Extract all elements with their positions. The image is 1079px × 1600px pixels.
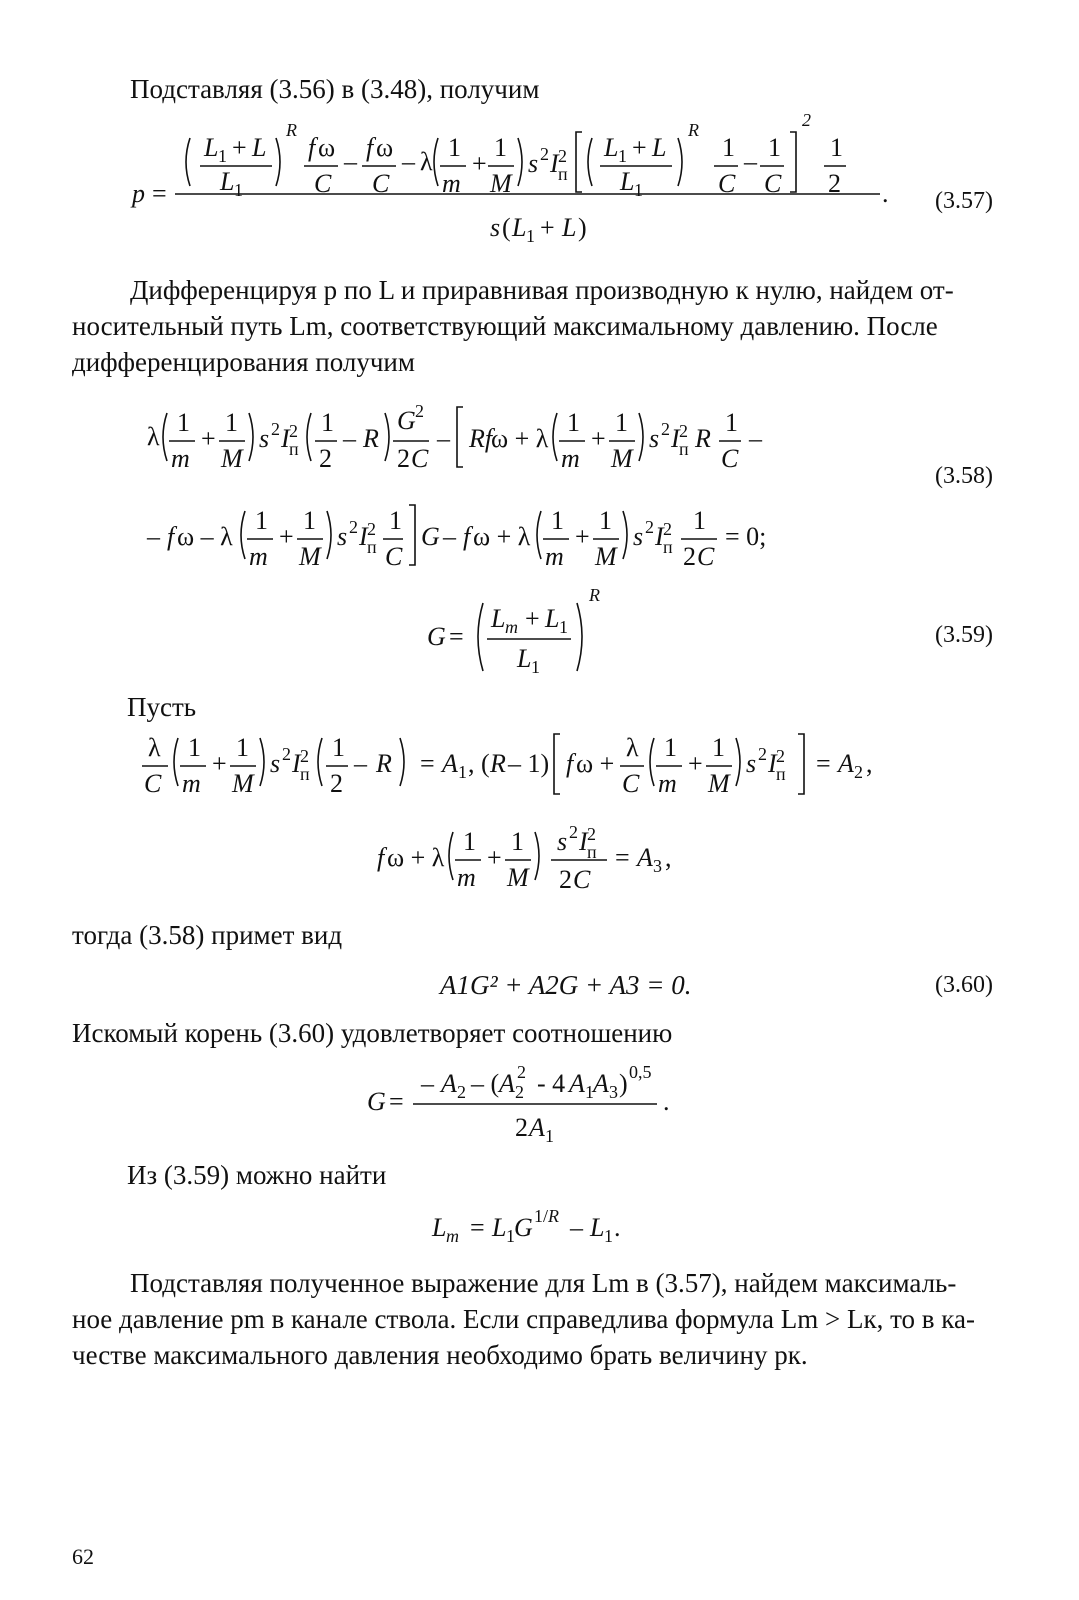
equation-3-58 xyxy=(145,385,865,595)
svg-text:, (: , ( xyxy=(468,749,490,778)
svg-text:I: I xyxy=(655,522,664,551)
svg-text:2: 2 xyxy=(645,517,654,537)
svg-text:C: C xyxy=(622,769,640,798)
svg-text:f: f xyxy=(377,843,385,872)
svg-text:=: = xyxy=(615,843,630,872)
svg-text:– 1): – 1) xyxy=(508,749,550,778)
svg-text:2: 2 xyxy=(679,421,688,441)
paragraph-line: ное давление pm в канале ствола. Если справедлива формула Lm > Lк, то в ка- xyxy=(72,1304,975,1334)
svg-text:0,5: 0,5 xyxy=(629,1062,652,1082)
svg-text:M: M xyxy=(299,542,321,571)
lm-formula xyxy=(430,1200,680,1260)
from-text: Из (3.59) можно найти xyxy=(127,1160,387,1190)
svg-text:C: C xyxy=(411,444,429,473)
svg-text:2: 2 xyxy=(663,519,672,539)
svg-text:G: G xyxy=(397,406,416,435)
root-text: Искомый корень (3.60) удовлетворяет соотношению xyxy=(72,1018,673,1048)
equation-label-3-58: (3.58) xyxy=(935,463,993,489)
svg-text:1: 1 xyxy=(722,133,735,162)
svg-text:1: 1 xyxy=(567,408,580,437)
svg-text:A: A xyxy=(529,1113,545,1142)
svg-text:L: L xyxy=(590,1213,605,1242)
svg-text:+: + xyxy=(632,133,647,162)
svg-text:s: s xyxy=(528,149,539,178)
svg-text:M: M xyxy=(595,542,617,571)
svg-text:п: п xyxy=(300,764,310,784)
svg-text:2: 2 xyxy=(289,421,298,441)
svg-text:1: 1 xyxy=(448,133,461,162)
svg-text:.: . xyxy=(882,179,889,208)
svg-text:1: 1 xyxy=(585,1082,594,1102)
svg-text:–: – xyxy=(570,1213,583,1242)
svg-text:1: 1 xyxy=(559,617,568,637)
svg-text:2: 2 xyxy=(540,144,549,164)
svg-text:2: 2 xyxy=(515,1113,528,1142)
svg-text:I: I xyxy=(768,749,777,778)
svg-text:s: s xyxy=(746,749,757,778)
svg-text:=: = xyxy=(152,179,167,208)
svg-text:1: 1 xyxy=(463,827,476,856)
svg-text:I: I xyxy=(292,749,301,778)
svg-text:M: M xyxy=(221,444,243,473)
equation-label-3-59: (3.59) xyxy=(935,622,993,648)
svg-text:L: L xyxy=(432,1213,447,1242)
svg-text:2: 2 xyxy=(415,401,424,421)
svg-text:2: 2 xyxy=(515,1082,524,1102)
svg-text:L: L xyxy=(562,213,577,242)
svg-text:2: 2 xyxy=(330,769,343,798)
svg-text:L: L xyxy=(491,604,506,633)
svg-text:I: I xyxy=(671,424,680,453)
paragraph-line: честве максимального давления необходимо брать величину pк. xyxy=(72,1340,808,1370)
svg-text:–: – xyxy=(402,147,415,176)
svg-text:–: – xyxy=(147,522,160,551)
paragraph-line: Подставляя полученное выражение для Lm в (3.57), найдем максималь- xyxy=(130,1268,957,1298)
svg-text:2: 2 xyxy=(367,519,376,539)
svg-text:1: 1 xyxy=(458,762,467,782)
svg-text:λ: λ xyxy=(626,733,639,762)
svg-text:C: C xyxy=(372,169,390,198)
svg-text:1: 1 xyxy=(321,408,334,437)
let-word: Пусть xyxy=(127,692,197,722)
svg-text:s: s xyxy=(259,424,270,453)
svg-text:s: s xyxy=(649,424,660,453)
svg-text:1: 1 xyxy=(177,408,190,437)
svg-text:(: ( xyxy=(502,213,511,242)
svg-text:ω + λ: ω + λ xyxy=(491,424,549,453)
svg-text:s: s xyxy=(633,522,644,551)
svg-text:+: + xyxy=(232,133,247,162)
svg-text:λ: λ xyxy=(148,733,161,762)
svg-text:2: 2 xyxy=(559,865,572,894)
svg-text:п: п xyxy=(558,164,568,184)
svg-text:2: 2 xyxy=(683,542,696,571)
svg-text:1: 1 xyxy=(236,733,249,762)
svg-text:m: m xyxy=(249,542,268,571)
svg-text:m: m xyxy=(505,617,518,637)
svg-text:R: R xyxy=(695,424,711,453)
svg-text:Rf: Rf xyxy=(469,424,493,453)
svg-text:L: L xyxy=(517,644,532,673)
svg-text:п: п xyxy=(587,842,597,862)
svg-text:M: M xyxy=(708,769,730,798)
paragraph-differentiation xyxy=(72,272,992,380)
svg-text:=: = xyxy=(420,749,435,778)
svg-text:I: I xyxy=(281,424,290,453)
svg-text:2: 2 xyxy=(457,1082,466,1102)
svg-text:C: C xyxy=(697,542,715,571)
svg-text:+: + xyxy=(575,522,590,551)
svg-text:p: p xyxy=(132,179,145,208)
page-number: 62 xyxy=(72,1544,94,1569)
svg-text:L: L xyxy=(545,604,560,633)
svg-text:1: 1 xyxy=(599,506,612,535)
svg-text:=: = xyxy=(389,1087,404,1116)
svg-text:M: M xyxy=(232,769,254,798)
svg-text:L: L xyxy=(492,1213,507,1242)
svg-text:A: A xyxy=(569,1069,585,1098)
svg-text:–: – xyxy=(443,522,456,551)
paragraph-line: носительный путь Lm, соответствующий максимальному давлению. После xyxy=(72,311,938,341)
svg-text:A: A xyxy=(838,749,854,778)
svg-text:1: 1 xyxy=(830,133,843,162)
svg-text:s: s xyxy=(270,749,281,778)
svg-text:2: 2 xyxy=(282,744,291,764)
equation-3-60: A1G² + A2G + A3 = 0. xyxy=(440,970,692,1000)
svg-text:A: A xyxy=(593,1069,609,1098)
svg-text:+: + xyxy=(525,604,540,633)
svg-text:ω: ω xyxy=(318,133,336,162)
svg-text:L: L xyxy=(620,167,635,196)
svg-text:ω: ω xyxy=(376,133,394,162)
then-text: тогда (3.58) примет вид xyxy=(72,920,343,950)
svg-text:s: s xyxy=(490,213,501,242)
svg-text:2: 2 xyxy=(517,1062,526,1082)
svg-text:1: 1 xyxy=(634,180,643,200)
svg-text:п: п xyxy=(367,537,377,557)
svg-text:- 4: - 4 xyxy=(537,1069,566,1098)
svg-text:L: L xyxy=(252,133,267,162)
svg-text:R: R xyxy=(548,1206,559,1226)
svg-text:,: , xyxy=(866,749,873,778)
equation-3-59 xyxy=(425,585,645,685)
root-formula xyxy=(365,1060,725,1150)
svg-text:+: + xyxy=(201,424,216,453)
svg-text:+: + xyxy=(487,843,502,872)
svg-text:C: C xyxy=(718,169,736,198)
svg-text:2: 2 xyxy=(661,419,670,439)
svg-text:1: 1 xyxy=(218,146,227,166)
svg-text:2: 2 xyxy=(271,419,280,439)
svg-text:R: R xyxy=(490,749,506,778)
svg-text:2: 2 xyxy=(758,744,767,764)
svg-text:1: 1 xyxy=(768,133,781,162)
paragraph-line: дифференцирования получим xyxy=(72,347,415,377)
svg-text:1: 1 xyxy=(389,506,402,535)
svg-text:I: I xyxy=(359,522,368,551)
svg-text:G: G xyxy=(421,522,440,551)
svg-text:L: L xyxy=(220,167,235,196)
svg-text:=: = xyxy=(470,1213,485,1242)
svg-text:–: – xyxy=(344,147,357,176)
equation-label-3-57: (3.57) xyxy=(935,188,993,214)
svg-text:G: G xyxy=(514,1213,533,1242)
svg-text:m: m xyxy=(658,769,677,798)
svg-text:–: – xyxy=(437,424,450,453)
svg-text:C: C xyxy=(385,542,403,571)
svg-text:R: R xyxy=(363,424,379,453)
svg-text:G: G xyxy=(367,1087,386,1116)
svg-text:+: + xyxy=(212,749,227,778)
svg-text:2: 2 xyxy=(397,444,410,473)
svg-text:–: – xyxy=(354,749,367,778)
svg-text:п: п xyxy=(289,439,299,459)
svg-text:–: – xyxy=(744,147,757,176)
svg-text:m: m xyxy=(171,444,190,473)
svg-text:2: 2 xyxy=(776,746,785,766)
svg-text:+: + xyxy=(279,522,294,551)
svg-text:m: m xyxy=(442,169,461,198)
svg-text:.: . xyxy=(614,1213,621,1242)
svg-text:C: C xyxy=(314,169,332,198)
svg-text:L: L xyxy=(652,133,667,162)
svg-text:f: f xyxy=(463,522,471,551)
svg-text:п: п xyxy=(679,439,689,459)
svg-text:ω + λ: ω + λ xyxy=(387,843,445,872)
svg-text:1: 1 xyxy=(526,226,535,246)
svg-text:): ) xyxy=(619,1069,628,1098)
svg-text:s: s xyxy=(337,522,348,551)
definition-a3 xyxy=(375,822,715,912)
svg-text:п: п xyxy=(776,764,786,784)
svg-text:.: . xyxy=(663,1087,670,1116)
svg-text:+: + xyxy=(591,424,606,453)
svg-text:1: 1 xyxy=(725,408,738,437)
svg-text:–: – xyxy=(343,424,356,453)
svg-text:ω + λ: ω + λ xyxy=(473,522,531,551)
svg-text:L: L xyxy=(204,133,219,162)
svg-text:1: 1 xyxy=(604,1226,613,1246)
svg-text:2: 2 xyxy=(319,444,332,473)
svg-text:f: f xyxy=(566,749,574,778)
svg-text:M: M xyxy=(490,169,512,198)
svg-text:1: 1 xyxy=(188,733,201,762)
svg-text:=: = xyxy=(816,749,831,778)
svg-text:1/: 1/ xyxy=(534,1206,549,1226)
svg-text:M: M xyxy=(611,444,633,473)
svg-text:m: m xyxy=(561,444,580,473)
svg-text:1: 1 xyxy=(506,1226,515,1246)
svg-text:+: + xyxy=(472,149,487,178)
svg-text:1: 1 xyxy=(332,733,345,762)
svg-text:1: 1 xyxy=(664,733,677,762)
svg-text:m: m xyxy=(446,1226,459,1246)
svg-text:L: L xyxy=(512,213,527,242)
svg-text:+: + xyxy=(688,749,703,778)
svg-text:+: + xyxy=(540,213,555,242)
svg-text:ω – λ: ω – λ xyxy=(177,522,233,551)
intro-text: Подставляя (3.56) в (3.48), получим xyxy=(130,74,540,104)
svg-text:3: 3 xyxy=(609,1082,618,1102)
svg-text:M: M xyxy=(507,863,529,892)
svg-text:п: п xyxy=(663,537,673,557)
svg-text:C: C xyxy=(721,444,739,473)
svg-text:1: 1 xyxy=(255,506,268,535)
svg-text:R: R xyxy=(376,749,392,778)
svg-text:2: 2 xyxy=(558,146,567,166)
svg-text:m: m xyxy=(545,542,564,571)
svg-text:C: C xyxy=(144,769,162,798)
svg-text:1: 1 xyxy=(551,506,564,535)
svg-text:I: I xyxy=(550,149,559,178)
svg-text:A: A xyxy=(442,749,458,778)
svg-text:– (: – ( xyxy=(471,1069,500,1098)
svg-text:2: 2 xyxy=(569,822,578,842)
svg-text:2: 2 xyxy=(300,746,309,766)
svg-text:I: I xyxy=(579,827,588,856)
equation-3-57 xyxy=(130,110,890,260)
svg-text:f: f xyxy=(366,133,374,162)
svg-text:3: 3 xyxy=(653,856,662,876)
svg-text:2: 2 xyxy=(349,517,358,537)
svg-text:ω +: ω + xyxy=(576,749,615,778)
svg-text:2: 2 xyxy=(802,110,811,130)
svg-text:C: C xyxy=(573,865,591,894)
svg-text:1: 1 xyxy=(511,827,524,856)
equation-label-3-60: (3.60) xyxy=(935,972,993,998)
paragraph-line: Дифференцируя p по L и приравнивая производную к нулю, найдем от- xyxy=(130,275,954,305)
svg-text:=: = xyxy=(449,622,464,651)
svg-text:1: 1 xyxy=(225,408,238,437)
svg-text:1: 1 xyxy=(615,408,628,437)
svg-text:m: m xyxy=(182,769,201,798)
svg-text:A: A xyxy=(637,843,653,872)
paragraph-final xyxy=(72,1265,992,1373)
svg-text:1: 1 xyxy=(303,506,316,535)
svg-text:–: – xyxy=(421,1069,434,1098)
svg-text:L: L xyxy=(604,133,619,162)
svg-text:2: 2 xyxy=(854,762,863,782)
svg-text:= 0;: = 0; xyxy=(725,522,767,551)
svg-text:R: R xyxy=(286,120,297,140)
svg-text:2: 2 xyxy=(828,169,841,198)
svg-text:–: – xyxy=(749,424,762,453)
svg-text:1: 1 xyxy=(618,146,627,166)
svg-text:f: f xyxy=(308,133,316,162)
svg-text:s: s xyxy=(557,827,568,856)
svg-text:A: A xyxy=(441,1069,457,1098)
svg-text:f: f xyxy=(167,522,175,551)
svg-text:1: 1 xyxy=(693,506,706,535)
svg-text:m: m xyxy=(457,863,476,892)
svg-text:G: G xyxy=(427,622,446,651)
svg-text:1: 1 xyxy=(712,733,725,762)
svg-text:λ: λ xyxy=(147,422,160,451)
svg-text:1: 1 xyxy=(494,133,507,162)
svg-text:C: C xyxy=(764,169,782,198)
svg-text:λ: λ xyxy=(420,147,433,176)
svg-text:1: 1 xyxy=(545,1126,554,1146)
svg-text:1: 1 xyxy=(531,657,540,677)
svg-text:,: , xyxy=(665,843,672,872)
svg-text:2: 2 xyxy=(587,824,596,844)
svg-text:R: R xyxy=(688,120,699,140)
svg-text:R: R xyxy=(589,585,600,605)
definitions-a1-a2 xyxy=(140,730,940,820)
svg-text:A: A xyxy=(499,1069,515,1098)
svg-text:1: 1 xyxy=(234,180,243,200)
svg-text:): ) xyxy=(578,213,587,242)
